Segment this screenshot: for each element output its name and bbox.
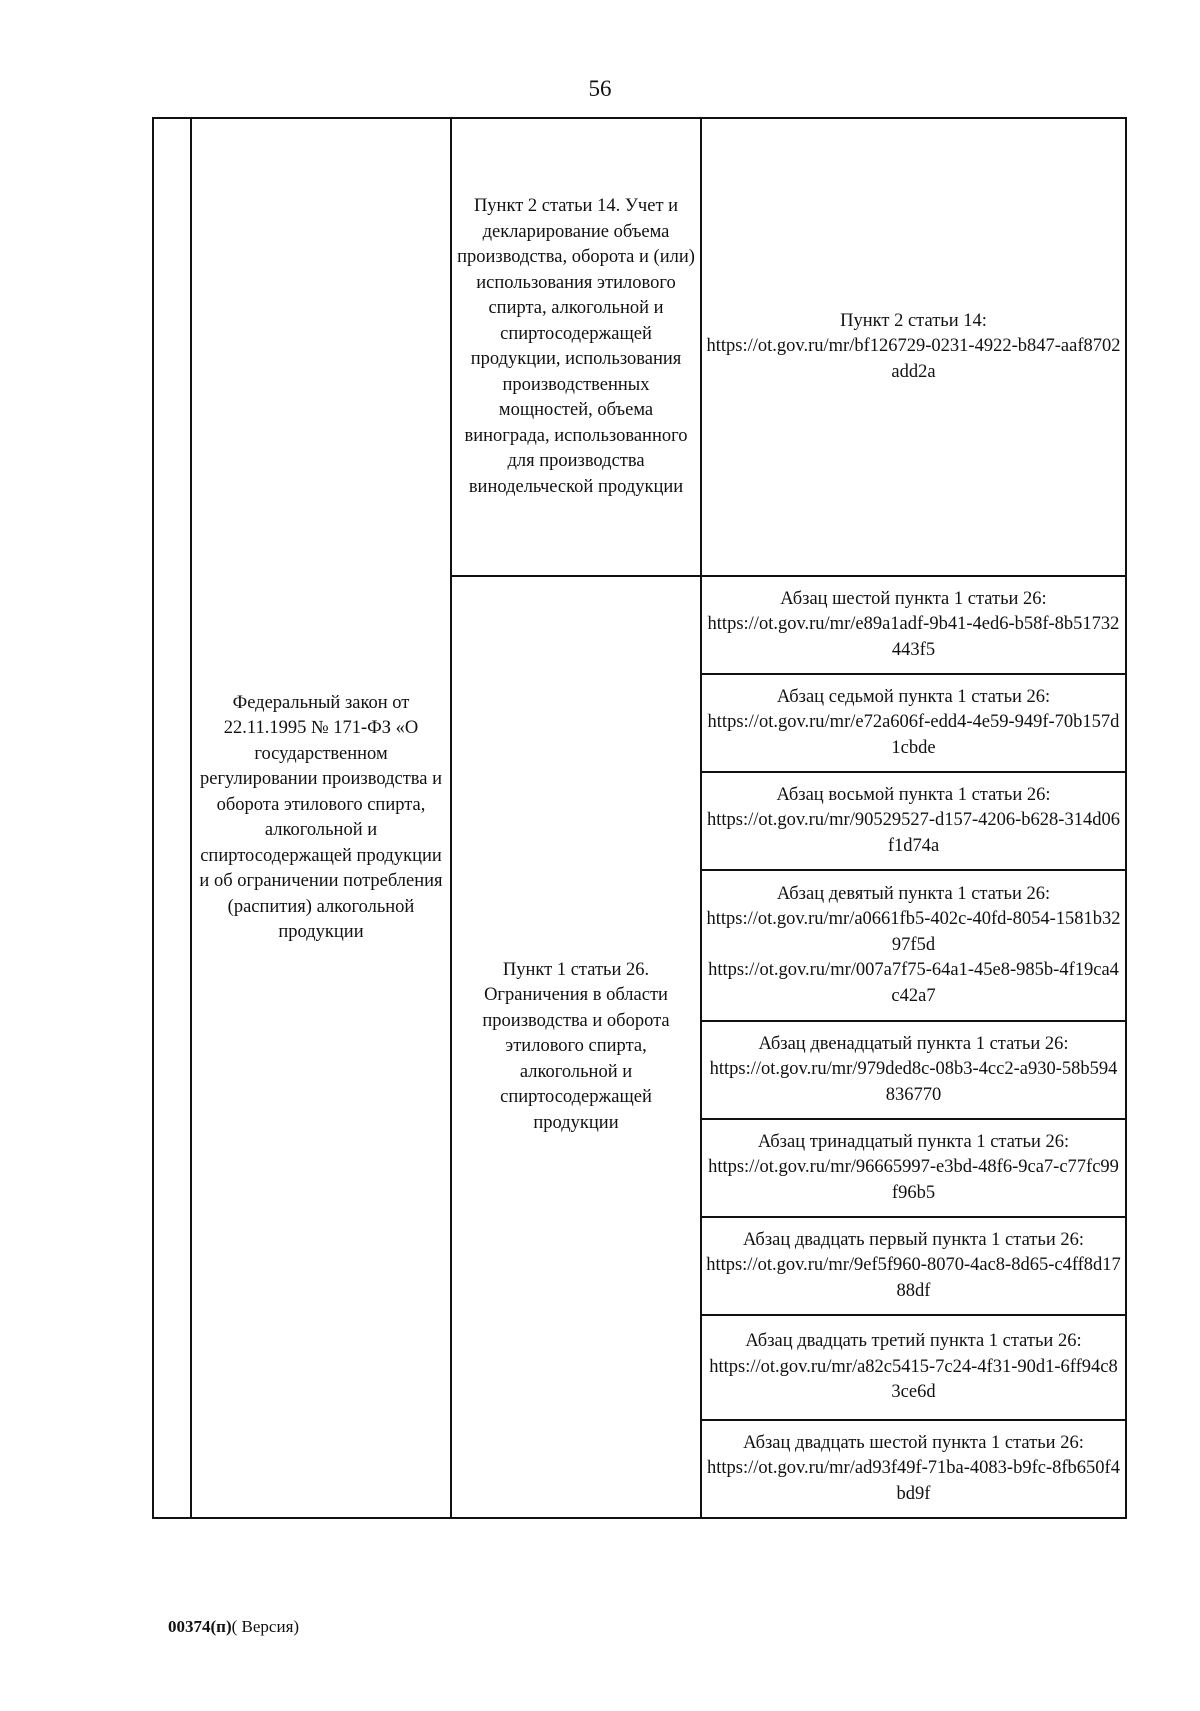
document-code: 00374(п) — [168, 1617, 232, 1636]
article-cell: Пункт 2 статьи 14. Учет и декларирование объема производства, оборота и (или) использования этилового спирта, алкогольной и спиртосодержащей продукции, использования производственных мощностей, объема винограда, использованного для производства винодельческой продукции — [451, 118, 701, 576]
reference-label: Абзац двадцать третий пункта 1 статьи 26: — [745, 1331, 1082, 1352]
reference-cell — [701, 1420, 1126, 1518]
reference-cell — [701, 576, 1126, 674]
number-cell — [153, 118, 191, 1518]
reference-label: Абзац двадцать шестой пункта 1 статьи 26: — [743, 1432, 1084, 1453]
reference-link[interactable]: https://ot.gov.ru/mr/979ded8c-08b3-4cc2-a930-58b594836770 — [709, 1059, 1118, 1105]
reference-label: Абзац шестой пункта 1 статьи 26: — [780, 588, 1047, 609]
document-version: ( Версия) — [231, 1617, 300, 1636]
reference-cell — [701, 1315, 1126, 1420]
reference-cell — [701, 118, 1126, 576]
table-row — [153, 118, 1126, 576]
reference-cell — [701, 1119, 1126, 1217]
reference-label: Абзац девятый пункта 1 статьи 26: — [776, 883, 1051, 904]
reference-cell — [701, 1021, 1126, 1119]
reference-cell — [701, 870, 1126, 1021]
reference-label: Абзац двадцать первый пункта 1 статьи 26: — [743, 1229, 1084, 1250]
reference-label: Абзац двенадцатый пункта 1 статьи 26: — [758, 1033, 1069, 1054]
reference-link[interactable]: https://ot.gov.ru/mr/a82c5415-7c24-4f31-90d1-6ff94c83ce6d — [709, 1356, 1118, 1403]
reference-label: Абзац восьмой пункта 1 статьи 26: — [776, 784, 1051, 805]
reference-link-secondary[interactable]: https://ot.gov.ru/mr/007a7f75-64a1-45e8-985b-4f19ca4c42a7 — [708, 960, 1119, 1006]
document-footer — [168, 1617, 299, 1637]
reference-cell — [701, 772, 1126, 870]
reference-link[interactable]: https://ot.gov.ru/mr/e89a1adf-9b41-4ed6-b58f-8b51732443f5 — [707, 614, 1120, 660]
reference-link[interactable]: https://ot.gov.ru/mr/96665997-e3bd-48f6-9ca7-c77fc99f96b5 — [708, 1157, 1119, 1203]
reference-cell — [701, 674, 1126, 772]
law-cell: Федеральный закон от 22.11.1995 № 171-ФЗ «О государственном регулировании производства и оборота этилового спирта, алкогольной и спиртосодержащей продукции и об ограничении потребления (распития) алкогольной продукции — [191, 118, 451, 1518]
reference-link[interactable]: https://ot.gov.ru/mr/90529527-d157-4206-b628-314d06f1d74a — [707, 810, 1120, 856]
reference-label: Пункт 2 статьи 14: — [840, 310, 987, 331]
document-table — [152, 117, 1127, 1519]
page-number: 56 — [588, 76, 612, 101]
reference-link[interactable]: https://ot.gov.ru/mr/9ef5f960-8070-4ac8-8d65-c4ff8d1788df — [706, 1255, 1121, 1301]
article-cell: Пункт 1 статьи 26. Ограничения в области производства и оборота этилового спирта, алкогольной и спиртосодержащей продукции — [451, 576, 701, 1518]
reference-label: Абзац седьмой пункта 1 статьи 26: — [776, 686, 1051, 707]
reference-link[interactable]: https://ot.gov.ru/mr/e72a606f-edd4-4e59-949f-70b157d1cbde — [707, 712, 1120, 758]
reference-link[interactable]: https://ot.gov.ru/mr/a0661fb5-402c-40fd-8054-1581b3297f5d — [706, 909, 1121, 955]
reference-link[interactable]: https://ot.gov.ru/mr/ad93f49f-71ba-4083-b9fc-8fb650f4bd9f — [707, 1458, 1120, 1504]
reference-label: Абзац тринадцатый пункта 1 статьи 26: — [757, 1131, 1070, 1152]
reference-cell — [701, 1217, 1126, 1315]
reference-link[interactable]: https://ot.gov.ru/mr/bf126729-0231-4922-b847-aaf8702add2a — [706, 336, 1121, 382]
